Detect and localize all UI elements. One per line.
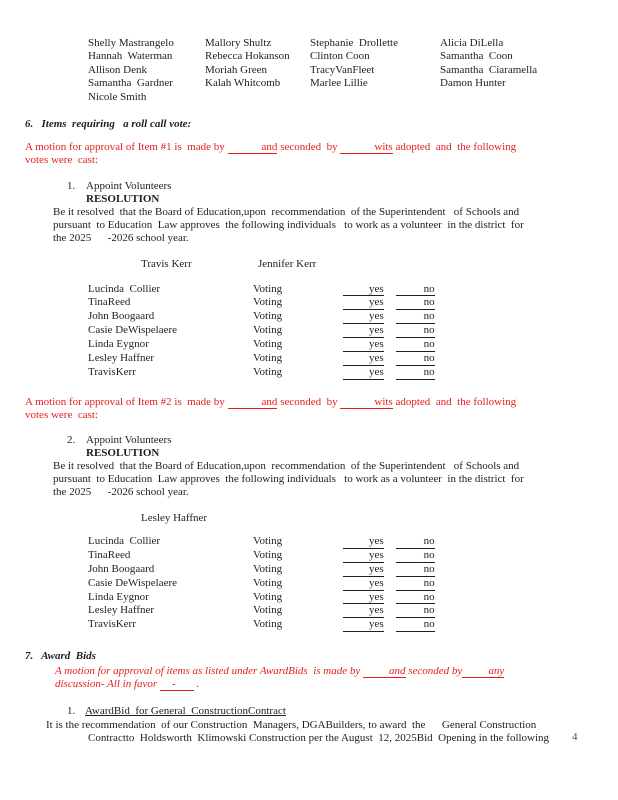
attendee-name [205, 91, 310, 104]
attendee-name [310, 91, 440, 104]
motion-item1-text [25, 141, 618, 167]
attendee-name: Stephanie Drollette [310, 37, 398, 49]
voting-row [88, 324, 618, 338]
attendee-name: Marlee Lillie [310, 77, 368, 90]
no-vote-blank: no [396, 324, 435, 338]
attendee-name: Samantha Gardner [88, 77, 173, 90]
award-bid-body-line1: It is the recommendation of our Construction Managers, DGABuilders, to award the General Construction [46, 718, 537, 731]
board-member-name: Lucinda Collier [88, 282, 161, 295]
voting-row [88, 604, 618, 618]
voting-row [88, 310, 618, 324]
no-vote-blank: no [396, 535, 435, 549]
attendee-name: Mallory Shultz [205, 37, 272, 49]
board-member-name: Lesley Haffner [88, 604, 155, 617]
voting-row [88, 563, 618, 577]
attendee-name-grid [88, 0, 618, 104]
attendee-name: Shelly Mastrangelo [88, 37, 174, 49]
board-member-name: Linda Eygnor [88, 590, 149, 603]
appointed-volunteer-names [141, 258, 618, 271]
attendee-name: Damon Hunter [440, 77, 506, 90]
voting-roster-2 [88, 535, 618, 632]
yes-vote-blank: yes [343, 324, 384, 338]
yes-vote-blank: yes [343, 283, 384, 297]
attendee-name: Kalah Whitcomb [205, 77, 281, 90]
motion-item1-line2: votes were cast: [25, 153, 98, 166]
voting-row [88, 366, 618, 380]
award-bids-motion-line2: discussion- All in favor - . [55, 677, 200, 690]
voting-label: Voting [253, 618, 283, 631]
yes-vote-blank: yes [343, 563, 384, 577]
voting-row [88, 549, 618, 563]
item-title: Appoint Volunteers [86, 179, 172, 192]
item-title: Appoint Volunteers [86, 433, 172, 446]
no-vote-blank: no [396, 296, 435, 310]
item-number: 1. [67, 704, 76, 717]
voting-row [88, 618, 618, 632]
yes-vote-blank: yes [343, 338, 384, 352]
item-number: 1. [67, 179, 76, 192]
board-member-name: Lucinda Collier [88, 534, 161, 547]
voting-row [88, 535, 618, 549]
yes-vote-blank: yes [343, 352, 384, 366]
attendee-name: Clinton Coon [310, 50, 370, 63]
yes-vote-blank: yes [343, 310, 384, 324]
attendee-name: Hannah Waterman [88, 50, 173, 63]
board-member-name: TinaReed [88, 296, 131, 309]
volunteer-name: Lesley Haffner [141, 511, 208, 524]
voting-row [88, 283, 618, 297]
award-bid-item-heading [67, 705, 618, 718]
no-vote-blank: no [396, 563, 435, 577]
voting-label: Voting [253, 548, 283, 561]
page-number: 4 [572, 731, 578, 743]
attendee-name: TracyVanFleet [310, 63, 375, 76]
resolution-item-2 [53, 434, 618, 525]
award-bid-item-title: AwardBid for General ConstructionContract [85, 704, 286, 717]
yes-vote-blank: yes [343, 366, 384, 380]
no-vote-blank: no [396, 577, 435, 591]
resolution-body [53, 206, 618, 245]
no-vote-blank: no [396, 352, 435, 366]
voting-label: Voting [253, 576, 283, 589]
attendee-name: Moriah Green [205, 63, 268, 76]
award-bids-motion-text [55, 665, 618, 691]
resolution-body-line: Be it resolved that the Board of Education,upon recommendation of the Superintendent of Schools and [53, 205, 520, 218]
board-member-name: John Boogaard [88, 310, 155, 323]
appointed-volunteer-names [141, 512, 618, 525]
no-vote-blank: no [396, 604, 435, 618]
volunteer-name: Jennifer Kerr [258, 257, 317, 270]
attendee-row [88, 37, 618, 50]
voting-label: Voting [253, 604, 283, 617]
voting-label: Voting [253, 282, 283, 295]
yes-vote-blank: yes [343, 577, 384, 591]
resolution-body [53, 460, 618, 499]
voting-label: Voting [253, 365, 283, 378]
award-bids-motion-line1: A motion for approval of items as listed under AwardBids is made by and seconded by any [55, 664, 505, 677]
resolution-body-line: pursuant to Education Law approves the following individuals to work as a volunteer in the district for [53, 218, 524, 231]
voting-label: Voting [253, 296, 283, 309]
voting-label: Voting [253, 310, 283, 323]
attendee-name: Samantha Ciaramella [440, 63, 538, 76]
board-member-name: Casie DeWispelaere [88, 324, 178, 337]
award-bid-body-line2: Contractto Holdsworth Klimowski Construction per the August 12, 2025Bid Opening in the following [88, 731, 550, 744]
no-vote-blank: no [396, 366, 435, 380]
attendee-row [88, 91, 618, 104]
no-vote-blank: no [396, 618, 435, 632]
resolution-label: RESOLUTION [86, 192, 160, 205]
voting-label: Voting [253, 324, 283, 337]
no-vote-blank: no [396, 310, 435, 324]
attendee-row [88, 50, 618, 63]
item-number: 2. [67, 433, 76, 446]
board-member-name: TravisKerr [88, 618, 136, 631]
board-member-name: John Boogaard [88, 562, 155, 575]
voting-row [88, 591, 618, 605]
no-vote-blank: no [396, 549, 435, 563]
attendee-name [440, 91, 618, 104]
no-vote-blank: no [396, 283, 435, 297]
attendee-name: Rebecca Hokanson [205, 50, 290, 63]
section-6-heading: 6. Items requiring a roll call vote: [25, 118, 192, 131]
voting-label: Voting [253, 562, 283, 575]
board-member-name: Casie DeWispelaere [88, 576, 178, 589]
section-7-heading: 7. Award Bids [25, 650, 96, 663]
resolution-body-line: pursuant to Education Law approves the following individuals to work as a volunteer in the district for [53, 472, 524, 485]
resolution-body-line: the 2025 -2026 school year. [53, 231, 189, 244]
board-member-name: TravisKerr [88, 365, 136, 378]
voting-row [88, 338, 618, 352]
attendee-row [88, 77, 618, 90]
resolution-label: RESOLUTION [86, 446, 160, 459]
resolution-item-1 [53, 180, 618, 271]
motion-item2-line2: votes were cast: [25, 408, 98, 421]
yes-vote-blank: yes [343, 535, 384, 549]
volunteer-name: Travis Kerr [141, 257, 192, 270]
motion-item1-line1: A motion for approval of Item #1 is made by and seconded by wits adopted and the following [25, 140, 517, 153]
voting-label: Voting [253, 534, 283, 547]
board-member-name: Linda Eygnor [88, 338, 149, 351]
attendee-name: Samantha Coon [440, 50, 513, 63]
yes-vote-blank: yes [343, 591, 384, 605]
yes-vote-blank: yes [343, 604, 384, 618]
attendee-name: Allison Denk [88, 63, 147, 76]
voting-row [88, 352, 618, 366]
attendee-row [88, 64, 618, 77]
voting-roster-1 [88, 283, 618, 380]
board-member-name: TinaReed [88, 548, 131, 561]
motion-item2-text [25, 396, 618, 422]
yes-vote-blank: yes [343, 618, 384, 632]
resolution-body-line: Be it resolved that the Board of Education,upon recommendation of the Superintendent of Schools and [53, 459, 520, 472]
yes-vote-blank: yes [343, 296, 384, 310]
attendee-name: Nicole Smith [88, 90, 147, 103]
attendee-name: Alicia DiLella [440, 37, 504, 49]
item-2-heading [53, 434, 618, 447]
voting-row [88, 577, 618, 591]
no-vote-blank: no [396, 591, 435, 605]
voting-label: Voting [253, 338, 283, 351]
voting-label: Voting [253, 352, 283, 365]
item-1-heading [53, 180, 618, 193]
resolution-body-line: the 2025 -2026 school year. [53, 485, 189, 498]
voting-label: Voting [253, 590, 283, 603]
yes-vote-blank: yes [343, 549, 384, 563]
voting-row [88, 296, 618, 310]
board-member-name: Lesley Haffner [88, 352, 155, 365]
no-vote-blank: no [396, 338, 435, 352]
motion-item2-line1: A motion for approval of Item #2 is made by and seconded by wits adopted and the following [25, 395, 517, 408]
